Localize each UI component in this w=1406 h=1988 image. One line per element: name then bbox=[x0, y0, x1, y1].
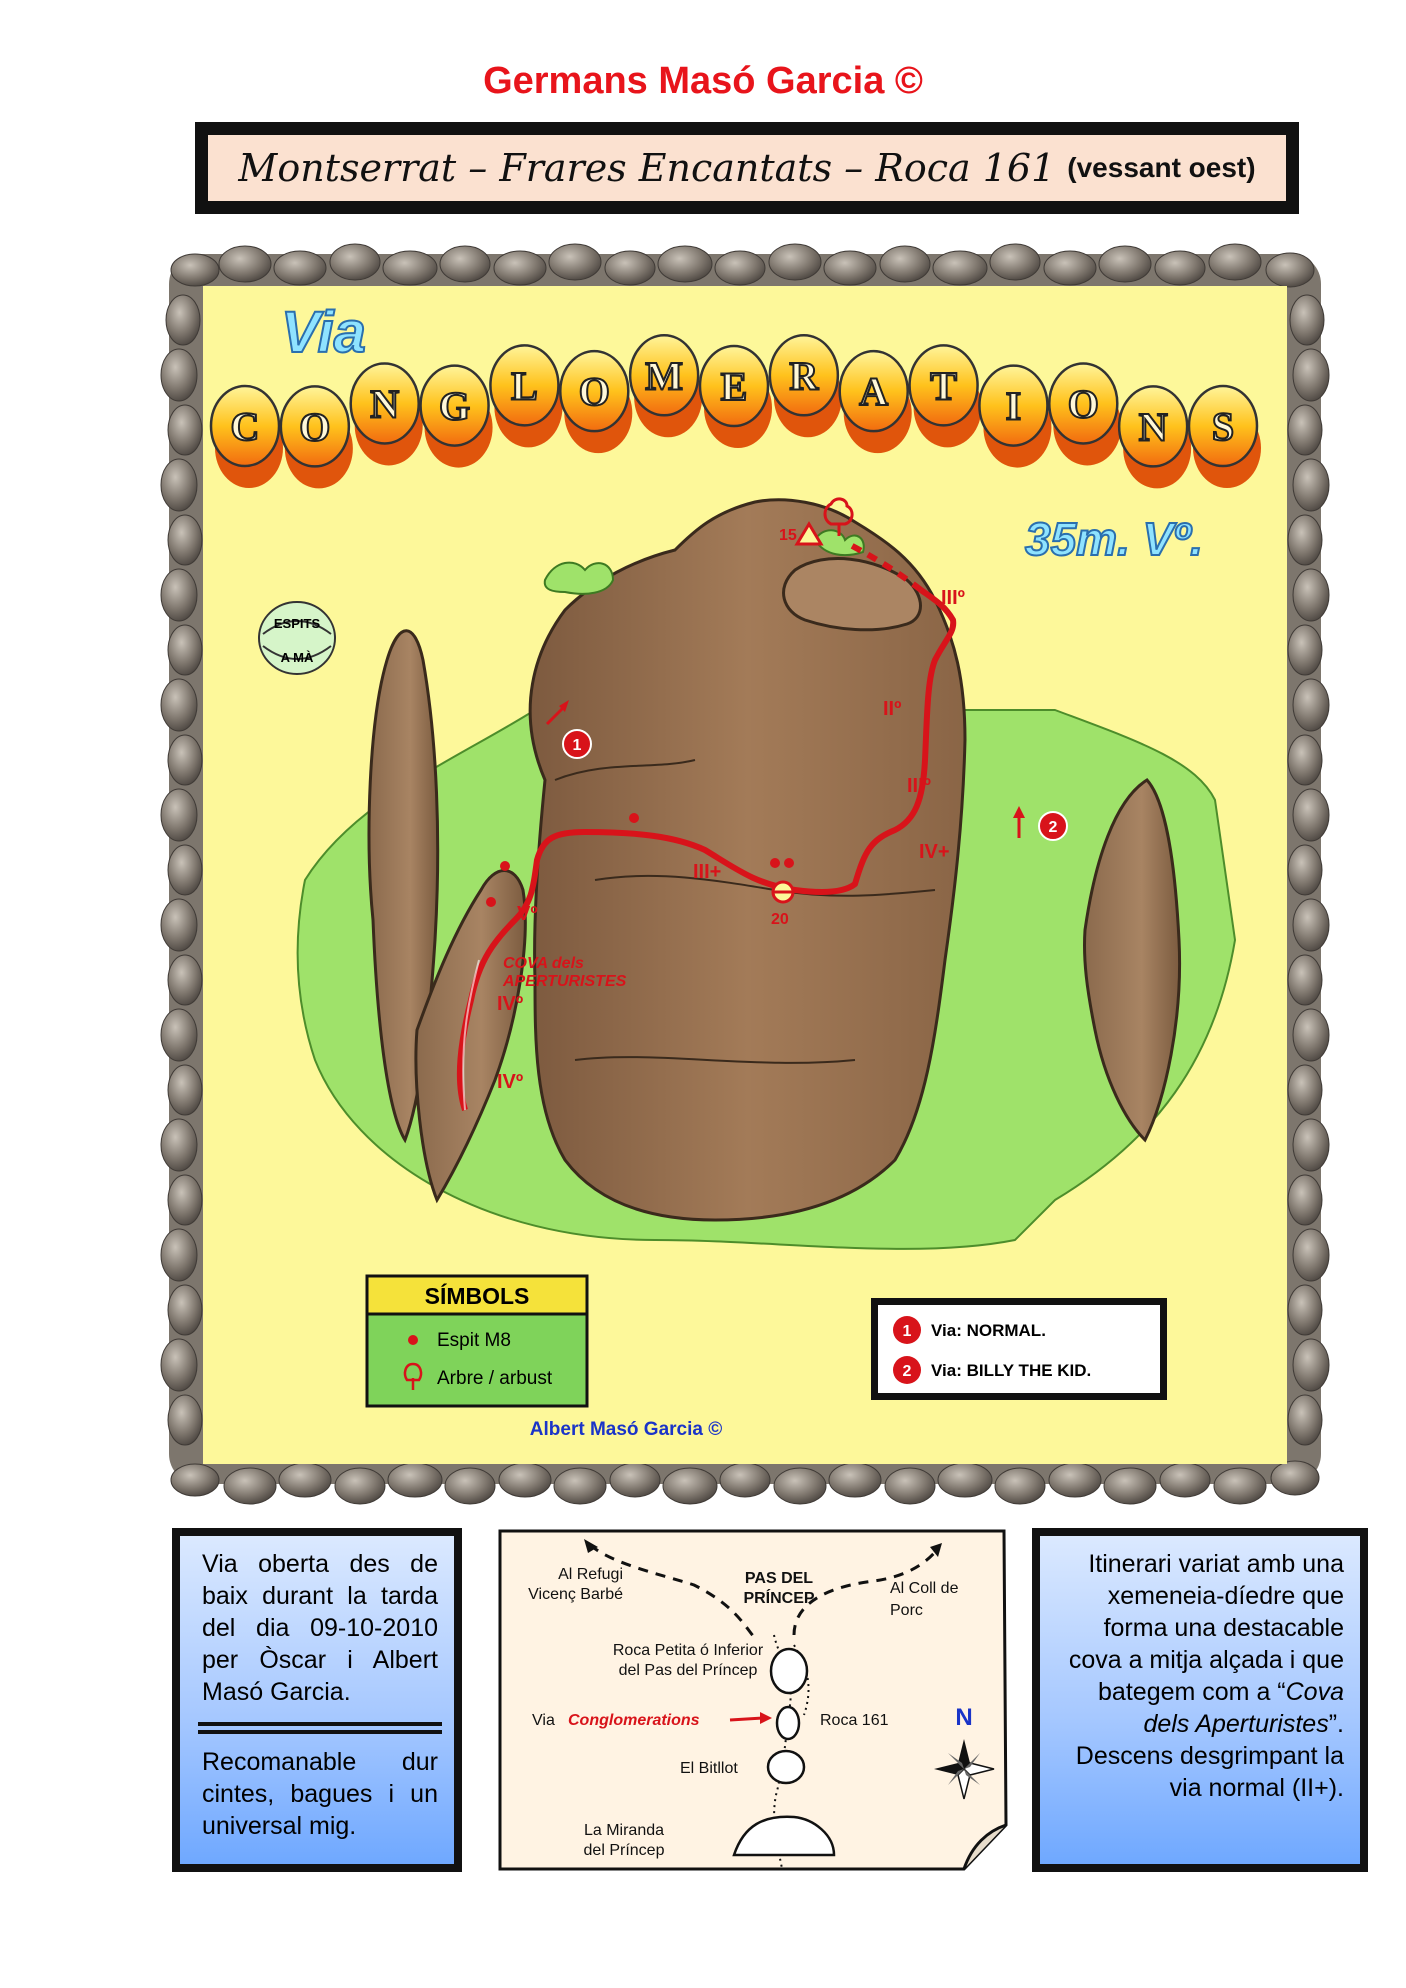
label-coll-1: Al Coll de bbox=[890, 1580, 959, 1597]
title-box bbox=[195, 122, 1299, 214]
grade-label: IIIº bbox=[907, 775, 931, 797]
north-label: N bbox=[955, 1704, 973, 1731]
bolt-icon bbox=[784, 858, 794, 868]
label-pas-2: PRÍNCEP bbox=[743, 1590, 815, 1607]
page-subtitle: (vessant oest) bbox=[1067, 152, 1256, 183]
belay-top-label: 15 bbox=[779, 527, 797, 544]
route-name: Via: NORMAL. bbox=[931, 1321, 1046, 1340]
grade-label: IV+ bbox=[919, 841, 950, 863]
badge-bottom-text: A MÀ bbox=[280, 650, 314, 665]
route-marker-num: 2 bbox=[1048, 819, 1058, 836]
route-letter-char: N bbox=[370, 381, 400, 427]
bolt-icon bbox=[486, 897, 496, 907]
left-info-box bbox=[172, 1528, 462, 1872]
bolt-icon bbox=[770, 858, 780, 868]
route-marker-num: 1 bbox=[572, 737, 582, 754]
via-arrow bbox=[730, 1718, 764, 1720]
symbol-label: Arbre / arbust bbox=[437, 1368, 553, 1389]
bush-top-left bbox=[545, 563, 613, 594]
rock-roca-petita bbox=[771, 1649, 807, 1693]
route-description bbox=[1060, 1548, 1344, 1804]
route-num: 1 bbox=[902, 1323, 912, 1340]
symbol-label: Espit M8 bbox=[437, 1330, 511, 1351]
separator bbox=[198, 1722, 442, 1734]
cave-name: Cova dels Aperturistes bbox=[1143, 1678, 1344, 1738]
badge-top-text: ESPITS bbox=[273, 616, 321, 631]
title-inner bbox=[206, 133, 1288, 203]
right-info-inner bbox=[1038, 1534, 1362, 1866]
length-grade: 35m. Vº. bbox=[1025, 513, 1203, 565]
label-via-prefix: Via bbox=[532, 1712, 555, 1729]
cave-label-1: COVA dels bbox=[503, 955, 584, 972]
route-name: Via: BILLY THE KID. bbox=[931, 1361, 1092, 1380]
route-letter-char: S bbox=[1211, 404, 1235, 449]
route-letter-char: R bbox=[789, 353, 819, 399]
label-refugi-2: Vicenç Barbé bbox=[528, 1586, 623, 1603]
topo-map bbox=[155, 240, 1335, 1510]
description-text: Itinerari variat amb una xemeneia-díedre que forma una destacable cova a mitja alçada i que bategem com a “ bbox=[1068, 1550, 1344, 1706]
left-info-inner bbox=[178, 1534, 456, 1866]
grade-label: Vº bbox=[517, 903, 538, 925]
approach-map bbox=[494, 1525, 1014, 1875]
grade-label: III+ bbox=[693, 861, 722, 883]
belay-mid-label: 20 bbox=[771, 911, 789, 928]
cave-label-2: APERTURISTES bbox=[503, 973, 627, 990]
route-letter-char: M bbox=[645, 353, 684, 399]
route-letter-char: N bbox=[1138, 404, 1168, 450]
grade-label: IVº bbox=[497, 993, 524, 1015]
gear-recommendation: Recomanable dur cintes, bagues i un universal mig. bbox=[202, 1748, 438, 1840]
via-label: Via bbox=[281, 300, 366, 365]
rock-bitllot bbox=[768, 1751, 804, 1783]
grade-label: IIIº bbox=[941, 587, 965, 609]
route-letter-char: I bbox=[1005, 383, 1022, 429]
route-letter-char: O bbox=[1067, 381, 1099, 427]
header-credit: Germans Masó Garcia © bbox=[483, 60, 923, 102]
author-credit: Albert Masó Garcia © bbox=[529, 1419, 723, 1440]
label-roca-petita-1: Roca Petita ó Inferior bbox=[612, 1642, 764, 1659]
grade-label: IIº bbox=[883, 698, 902, 720]
page-title: Montserrat – Frares Encantats – Roca 161 bbox=[238, 146, 1056, 190]
label-coll-2: Porc bbox=[890, 1602, 923, 1619]
label-refugi-1: Al Refugi bbox=[558, 1566, 623, 1583]
description-text: ”. Descens desgrimpant la via normal (II+). bbox=[1075, 1710, 1344, 1802]
route-num: 2 bbox=[902, 1363, 912, 1380]
rock-roca-161 bbox=[777, 1707, 799, 1739]
route-letter-char: A bbox=[859, 369, 889, 415]
route-letter-char: L bbox=[511, 363, 538, 409]
label-pas-1: PAS DEL bbox=[744, 1570, 814, 1587]
label-roca-petita-2: del Pas del Príncep bbox=[618, 1662, 758, 1679]
espits-a-ma-badge bbox=[259, 602, 335, 674]
right-info-box bbox=[1032, 1528, 1368, 1872]
route-letter-char: T bbox=[930, 363, 957, 409]
grade-label: IVº bbox=[497, 1071, 524, 1093]
label-miranda-1: La Miranda bbox=[583, 1822, 665, 1839]
label-bitllot: El Bitllot bbox=[680, 1760, 738, 1777]
symbols-title: SÍMBOLS bbox=[424, 1283, 530, 1309]
route-letter-char: C bbox=[230, 404, 260, 449]
bolt-icon bbox=[500, 861, 510, 871]
label-via-name: Conglomerations bbox=[568, 1712, 700, 1729]
route-letter-char: G bbox=[439, 383, 471, 429]
bolt-icon bbox=[629, 813, 639, 823]
label-roca161: Roca 161 bbox=[820, 1712, 889, 1729]
label-miranda-2: del Príncep bbox=[583, 1842, 665, 1859]
symbols-legend bbox=[367, 1276, 587, 1406]
opening-info: Via oberta des de baix durant la tarda del dia 09-10-2010 per Òscar i Albert Masó Garcia. bbox=[202, 1550, 438, 1706]
bolt-icon bbox=[408, 1335, 418, 1345]
route-letter-char: O bbox=[299, 404, 331, 450]
other-routes-legend bbox=[871, 1298, 1167, 1400]
route-letter-char: E bbox=[720, 364, 748, 409]
route-letter-char: O bbox=[578, 369, 610, 415]
